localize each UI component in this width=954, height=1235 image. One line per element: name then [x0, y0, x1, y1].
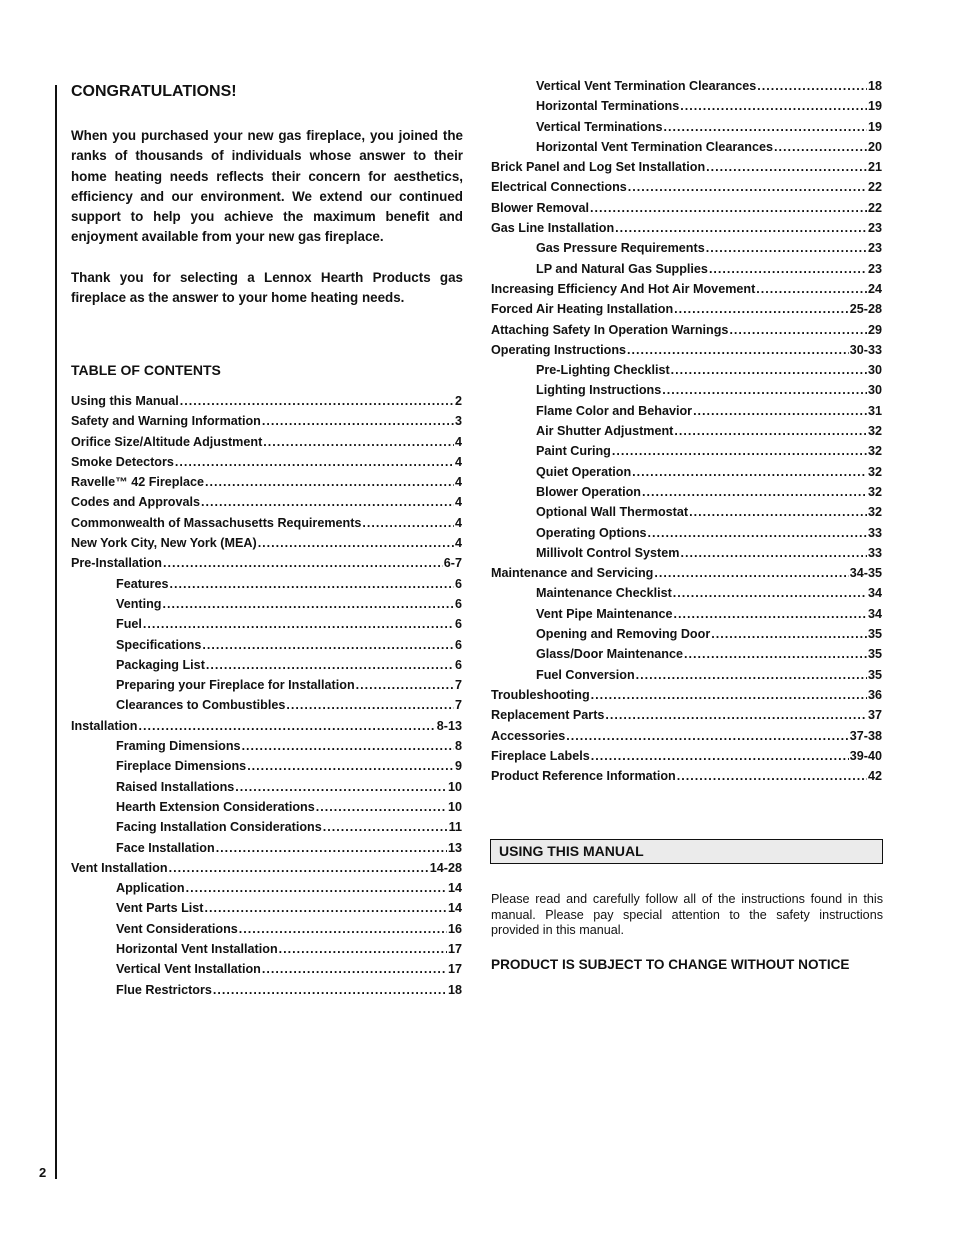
- toc-entry-page: 25-28: [849, 302, 882, 317]
- toc-entry-page: 34-35: [849, 566, 882, 581]
- toc-leader-dots: [663, 120, 867, 134]
- toc-leader-dots: [186, 881, 447, 895]
- toc-leader-dots: [201, 495, 454, 509]
- toc-entry-page: 24: [867, 281, 882, 296]
- toc-entry-label: Maintenance Checklist: [536, 586, 672, 601]
- toc-entry-page: 36: [867, 687, 882, 702]
- toc-entry: [71, 759, 462, 779]
- toc-entry-label: Application: [116, 881, 185, 896]
- toc-entry-page: 10: [447, 779, 462, 794]
- toc-entry-label: Safety and Warning Information: [71, 414, 261, 429]
- toc-leader-dots: [729, 323, 867, 337]
- toc-leader-dots: [356, 678, 454, 692]
- toc-entry-label: Accessories: [491, 728, 566, 743]
- toc-entry: [71, 536, 462, 556]
- toc-entry-label: Vent Installation: [71, 860, 168, 875]
- toc-entry: [491, 383, 882, 403]
- toc-leader-dots: [169, 861, 429, 875]
- toc-entry-page: 32: [867, 505, 882, 520]
- toc-leader-dots: [323, 820, 448, 834]
- toc-entry: [491, 708, 882, 728]
- toc-leader-dots: [706, 241, 867, 255]
- toc-entry-page: 22: [867, 180, 882, 195]
- toc-leader-dots: [239, 922, 447, 936]
- toc-entry-page: 6-7: [443, 556, 462, 571]
- toc-entry-page: 4: [454, 536, 462, 551]
- toc-entry-label: Pre-Lighting Checklist: [536, 363, 670, 378]
- toc-entry-label: New York City, New York (MEA): [71, 536, 257, 551]
- toc-entry: [491, 180, 882, 200]
- toc-entry-page: 29: [867, 322, 882, 337]
- toc-entry-label: Flue Restrictors: [116, 982, 212, 997]
- toc-entry: [491, 566, 882, 586]
- toc-entry-page: 32: [867, 424, 882, 439]
- toc-leader-dots: [591, 749, 849, 763]
- toc-entry: [491, 546, 882, 566]
- toc-entry-page: 23: [867, 241, 882, 256]
- toc-entry-label: Specifications: [116, 637, 202, 652]
- toc-leader-dots: [213, 983, 447, 997]
- toc-entry-page: 34: [867, 586, 882, 601]
- toc-entry: [491, 485, 882, 505]
- toc-entry-label: Installation: [71, 718, 138, 733]
- intro-section: [71, 82, 463, 407]
- toc-entry-page: 21: [867, 160, 882, 175]
- toc-entry: [491, 201, 882, 221]
- toc-entry: [491, 343, 882, 363]
- toc-entry: [71, 638, 462, 658]
- toc-leader-dots: [636, 668, 867, 682]
- toc-leader-dots: [242, 739, 454, 753]
- toc-leader-dots: [673, 586, 867, 600]
- toc-entry-label: Pre-Installation: [71, 556, 162, 571]
- toc-right-column: [491, 79, 882, 789]
- toc-leader-dots: [279, 942, 447, 956]
- toc-leader-dots: [138, 719, 435, 733]
- toc-entry-page: 33: [867, 525, 882, 540]
- toc-entry: [491, 668, 882, 688]
- toc-entry-label: Preparing your Fireplace for Installation: [116, 678, 355, 693]
- toc-entry-label: Orifice Size/Altitude Adjustment: [71, 434, 263, 449]
- toc-leader-dots: [677, 769, 867, 783]
- toc-entry: [491, 769, 882, 789]
- toc-entry: [71, 577, 462, 597]
- toc-leader-dots: [316, 800, 447, 814]
- toc-entry: [71, 516, 462, 536]
- toc-entry-label: Lighting Instructions: [536, 383, 662, 398]
- toc-entry-page: 4: [454, 475, 462, 490]
- toc-leader-dots: [262, 962, 447, 976]
- toc-entry: [71, 800, 462, 820]
- toc-entry: [71, 414, 462, 434]
- toc-entry-label: Gas Pressure Requirements: [536, 241, 705, 256]
- toc-entry: [71, 739, 462, 759]
- toc-entry-label: Packaging List: [116, 657, 205, 672]
- toc-entry-label: Horizontal Terminations: [536, 99, 680, 114]
- toc-leader-dots: [143, 617, 454, 631]
- toc-entry-label: Fuel: [116, 617, 142, 632]
- toc-leader-dots: [757, 79, 867, 93]
- toc-entry: [491, 526, 882, 546]
- toc-leader-dots: [612, 444, 867, 458]
- toc-entry-label: Facing Installation Considerations: [116, 820, 322, 835]
- toc-entry-page: 19: [867, 99, 882, 114]
- toc-left-column: [71, 394, 462, 1003]
- toc-entry-page: 8-13: [436, 718, 462, 733]
- toc-entry: [71, 455, 462, 475]
- toc-entry-label: Operating Options: [536, 525, 647, 540]
- toc-entry-page: 6: [454, 637, 462, 652]
- toc-entry-page: 11: [448, 820, 462, 835]
- toc-entry: [71, 617, 462, 637]
- toc-entry: [71, 780, 462, 800]
- toc-entry: [491, 688, 882, 708]
- toc-entry: [71, 475, 462, 495]
- toc-entry-page: 14-28: [429, 860, 462, 875]
- congratulations-title: CONGRATULATIONS!: [71, 83, 237, 100]
- toc-leader-dots: [711, 627, 867, 641]
- margin-rule: [55, 85, 57, 1179]
- toc-leader-dots: [247, 759, 454, 773]
- toc-entry-page: 10: [447, 799, 462, 814]
- toc-entry-label: Troubleshooting: [491, 687, 590, 702]
- toc-entry-page: 35: [867, 667, 882, 682]
- toc-entry-page: 39-40: [849, 748, 882, 763]
- toc-entry-page: 13: [447, 840, 462, 855]
- toc-leader-dots: [756, 282, 867, 296]
- toc-entry-page: 30-33: [849, 342, 882, 357]
- toc-leader-dots: [774, 140, 867, 154]
- toc-entry: [71, 678, 462, 698]
- toc-entry: [71, 922, 462, 942]
- toc-entry-label: Brick Panel and Log Set Installation: [491, 160, 706, 175]
- toc-entry-label: Horizontal Vent Termination Clearances: [536, 139, 774, 154]
- toc-entry-page: 18: [447, 982, 462, 997]
- toc-entry-page: 42: [867, 769, 882, 784]
- toc-entry-label: Product Reference Information: [491, 769, 676, 784]
- toc-leader-dots: [673, 607, 867, 621]
- toc-entry-page: 34: [867, 606, 882, 621]
- toc-entry-page: 37-38: [849, 728, 882, 743]
- toc-leader-dots: [170, 577, 454, 591]
- toc-entry-label: Paint Curing: [536, 444, 611, 459]
- toc-entry: [491, 282, 882, 302]
- toc-entry: [491, 241, 882, 261]
- toc-entry: [491, 424, 882, 444]
- toc-entry: [71, 901, 462, 921]
- toc-entry: [71, 394, 462, 414]
- toc-leader-dots: [286, 698, 454, 712]
- toc-entry-label: Raised Installations: [116, 779, 235, 794]
- toc-entry-page: 16: [447, 921, 462, 936]
- toc-leader-dots: [216, 841, 447, 855]
- toc-entry: [491, 160, 882, 180]
- toc-entry: [491, 444, 882, 464]
- toc-entry-label: Framing Dimensions: [116, 739, 241, 754]
- toc-leader-dots: [162, 597, 454, 611]
- toc-leader-dots: [175, 455, 454, 469]
- toc-entry-label: Vent Pipe Maintenance: [536, 606, 673, 621]
- toc-entry-page: 14: [447, 881, 462, 896]
- change-notice: PRODUCT IS SUBJECT TO CHANGE WITHOUT NOTICE: [491, 957, 850, 972]
- toc-entry: [491, 647, 882, 667]
- toc-leader-dots: [680, 99, 867, 113]
- toc-entry-page: 22: [867, 200, 882, 215]
- toc-entry-label: Ravelle™ 42 Fireplace: [71, 475, 205, 490]
- toc-entry-label: Quiet Operation: [536, 464, 632, 479]
- toc-entry-page: 4: [454, 515, 462, 530]
- toc-entry-label: Operating Instructions: [491, 342, 627, 357]
- toc-leader-dots: [689, 505, 867, 519]
- toc-leader-dots: [591, 688, 867, 702]
- toc-entry-label: Fireplace Dimensions: [116, 759, 247, 774]
- toc-entry: [491, 729, 882, 749]
- intro-paragraph-2: Thank you for selecting a Lennox Hearth Products gas fireplace as the answer to your home heating needs.: [71, 269, 463, 306]
- toc-entry-page: 32: [867, 484, 882, 499]
- toc-entry: [71, 495, 462, 515]
- toc-leader-dots: [605, 708, 867, 722]
- toc-entry-label: Glass/Door Maintenance: [536, 647, 683, 662]
- toc-entry-page: 6: [454, 617, 462, 632]
- toc-entry: [71, 698, 462, 718]
- toc-entry: [71, 719, 462, 739]
- toc-entry-page: 4: [454, 495, 462, 510]
- toc-entry-page: 2: [454, 394, 462, 408]
- toc-entry-label: Air Shutter Adjustment: [536, 424, 674, 439]
- toc-entry-page: 32: [867, 444, 882, 459]
- toc-entry-page: 17: [447, 942, 462, 957]
- toc-entry-page: 4: [454, 454, 462, 469]
- toc-leader-dots: [706, 160, 867, 174]
- toc-entry: [71, 861, 462, 881]
- using-manual-heading: USING THIS MANUAL: [490, 839, 883, 864]
- toc-leader-dots: [709, 262, 867, 276]
- toc-entry-page: 8: [454, 739, 462, 754]
- toc-entry-page: 23: [867, 221, 882, 236]
- toc-leader-dots: [163, 556, 443, 570]
- toc-leader-dots: [206, 658, 454, 672]
- toc-entry-page: 31: [867, 403, 882, 418]
- toc-entry: [71, 841, 462, 861]
- toc-entry-page: 4: [454, 434, 462, 449]
- toc-entry-label: Fuel Conversion: [536, 667, 635, 682]
- toc-entry: [71, 435, 462, 455]
- toc-entry-page: 30: [867, 363, 882, 378]
- toc-leader-dots: [674, 302, 849, 316]
- toc-entry: [491, 262, 882, 282]
- toc-entry-label: Blower Operation: [536, 484, 641, 499]
- toc-entry-label: LP and Natural Gas Supplies: [536, 261, 708, 276]
- toc-leader-dots: [205, 475, 454, 489]
- toc-leader-dots: [680, 546, 867, 560]
- toc-entry: [71, 820, 462, 840]
- toc-entry-page: 7: [454, 698, 462, 713]
- toc-entry: [491, 505, 882, 525]
- toc-entry-label: Forced Air Heating Installation: [491, 302, 674, 317]
- toc-entry-label: Maintenance and Servicing: [491, 566, 654, 581]
- toc-entry-page: 6: [454, 596, 462, 611]
- toc-entry: [491, 586, 882, 606]
- toc-entry-label: Horizontal Vent Installation: [116, 942, 278, 957]
- toc-entry: [71, 556, 462, 576]
- toc-entry-label: Fireplace Labels: [491, 748, 590, 763]
- toc-entry-label: Millivolt Control System: [536, 545, 680, 560]
- toc-entry-label: Venting: [116, 596, 162, 611]
- toc-entry: [71, 881, 462, 901]
- toc-entry: [491, 99, 882, 119]
- toc-entry-page: 9: [454, 759, 462, 774]
- toc-leader-dots: [263, 435, 454, 449]
- toc-leader-dots: [590, 201, 867, 215]
- toc-entry-label: Increasing Efficiency And Hot Air Movement: [491, 281, 756, 296]
- toc-leader-dots: [642, 485, 867, 499]
- intro-paragraph-1: When you purchased your new gas fireplace, you joined the ranks of thousands of individuals whose answer to their home heating needs reflects their concern for aesthetics, efficiency and our environment. We extend our continued support to help you achieve the maximum benefit and enjoyment available from your new gas fireplace.: [71, 128, 463, 245]
- toc-entry-label: Commonwealth of Massachusetts Requirements: [71, 515, 362, 530]
- toc-entry: [71, 962, 462, 982]
- toc-entry-page: 18: [867, 79, 882, 93]
- toc-entry-page: 30: [867, 383, 882, 398]
- toc-entry: [491, 302, 882, 322]
- toc-entry-label: Hearth Extension Considerations: [116, 799, 315, 814]
- page-number: 2: [39, 1165, 47, 1180]
- toc-entry: [491, 465, 882, 485]
- toc-entry: [71, 942, 462, 962]
- toc-entry-page: 6: [454, 576, 462, 591]
- toc-entry: [491, 120, 882, 140]
- toc-entry-label: Electrical Connections: [491, 180, 627, 195]
- toc-heading: TABLE OF CONTENTS: [71, 362, 221, 379]
- toc-leader-dots: [662, 383, 867, 397]
- toc-entry-page: 35: [867, 627, 882, 642]
- toc-entry-label: Optional Wall Thermostat: [536, 505, 689, 520]
- toc-leader-dots: [202, 638, 454, 652]
- toc-entry-label: Codes and Approvals: [71, 495, 200, 510]
- toc-leader-dots: [671, 363, 867, 377]
- toc-entry-page: 37: [867, 708, 882, 723]
- toc-leader-dots: [684, 647, 867, 661]
- toc-entry: [491, 140, 882, 160]
- toc-entry-page: 6: [454, 657, 462, 672]
- toc-leader-dots: [235, 780, 447, 794]
- toc-entry-label: Face Installation: [116, 840, 215, 855]
- toc-leader-dots: [674, 424, 867, 438]
- toc-entry: [491, 607, 882, 627]
- toc-entry-label: Opening and Removing Door: [536, 627, 711, 642]
- toc-leader-dots: [205, 901, 447, 915]
- toc-entry-label: Gas Line Installation: [491, 221, 615, 236]
- toc-entry: [491, 323, 882, 343]
- toc-entry: [491, 627, 882, 647]
- toc-entry: [71, 597, 462, 617]
- toc-leader-dots: [648, 526, 867, 540]
- toc-leader-dots: [627, 343, 849, 357]
- toc-entry: [491, 404, 882, 424]
- toc-entry-label: Attaching Safety In Operation Warnings: [491, 322, 729, 337]
- toc-entry-page: 19: [867, 119, 882, 134]
- toc-leader-dots: [180, 394, 454, 408]
- toc-entry-page: 35: [867, 647, 882, 662]
- toc-entry: [71, 983, 462, 1003]
- toc-entry-label: Vertical Vent Termination Clearances: [536, 79, 757, 93]
- toc-leader-dots: [566, 729, 849, 743]
- toc-leader-dots: [362, 516, 454, 530]
- toc-entry-label: Blower Removal: [491, 200, 589, 215]
- toc-entry-page: 20: [867, 139, 882, 154]
- toc-entry-label: Flame Color and Behavior: [536, 403, 693, 418]
- toc-entry-page: 14: [447, 901, 462, 916]
- toc-entry-label: Vertical Terminations: [536, 119, 663, 134]
- toc-entry: [491, 221, 882, 241]
- toc-leader-dots: [654, 566, 848, 580]
- toc-entry-label: Features: [116, 576, 169, 591]
- toc-entry-label: Vertical Vent Installation: [116, 962, 261, 977]
- toc-entry-page: 17: [447, 962, 462, 977]
- toc-entry-page: 33: [867, 545, 882, 560]
- toc-entry: [491, 363, 882, 383]
- toc-entry: [71, 658, 462, 678]
- toc-entry-label: Replacement Parts: [491, 708, 605, 723]
- toc-entry: [491, 749, 882, 769]
- toc-leader-dots: [258, 536, 454, 550]
- toc-entry-label: Vent Parts List: [116, 901, 204, 916]
- toc-leader-dots: [262, 414, 454, 428]
- toc-entry-label: Clearances to Combustibles: [116, 698, 286, 713]
- toc-entry-page: 23: [867, 261, 882, 276]
- toc-leader-dots: [628, 180, 867, 194]
- toc-entry-page: 7: [454, 678, 462, 693]
- toc-entry: [491, 79, 882, 99]
- toc-entry-label: Smoke Detectors: [71, 454, 174, 469]
- toc-leader-dots: [693, 404, 867, 418]
- using-manual-text: Please read and carefully follow all of the instructions found in this manual. Please pay special attention to the safety instructions provided in this manual.: [491, 892, 883, 938]
- toc-entry-page: 3: [454, 414, 462, 429]
- toc-entry-label: Using this Manual: [71, 394, 179, 408]
- toc-entry-page: 32: [867, 464, 882, 479]
- toc-leader-dots: [632, 465, 867, 479]
- toc-leader-dots: [615, 221, 867, 235]
- toc-entry-label: Vent Considerations: [116, 921, 238, 936]
